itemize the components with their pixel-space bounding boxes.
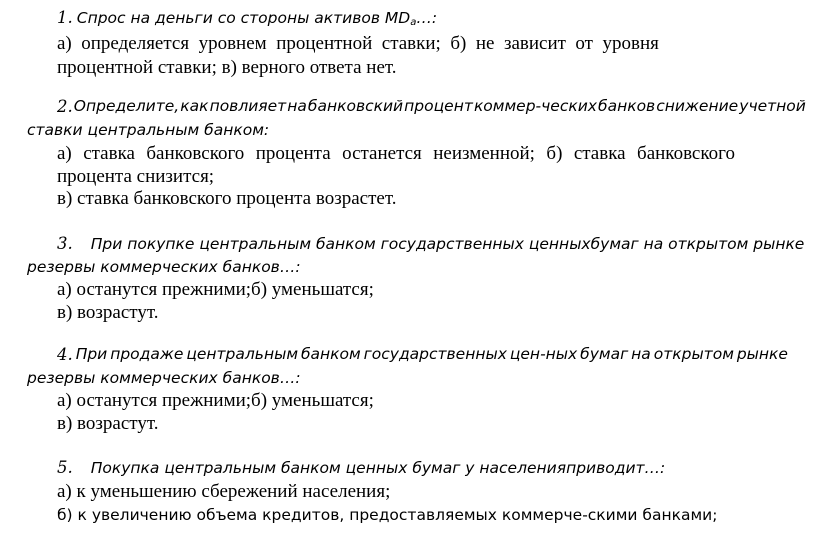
question-4-title-line-2: резервы коммерческих банков…: xyxy=(27,369,301,387)
answer-word: не xyxy=(475,33,495,54)
question-2-number: 2. xyxy=(57,97,73,116)
question-word: коммер-ческих xyxy=(473,97,597,115)
question-4-answer-line-2: в) возрастут. xyxy=(57,413,159,434)
question-2-title-line-2: ставки центральным банком: xyxy=(27,121,270,139)
question-2-answer-line-2: процента снизится; xyxy=(57,166,215,187)
question-1-text: Спрос на деньги со стороны активов MD xyxy=(76,9,411,27)
question-1-answer-line-1 xyxy=(57,33,659,55)
answer-word: ставка xyxy=(573,143,626,164)
answer-word: ставки; xyxy=(381,33,441,54)
question-word: Определите, xyxy=(73,97,180,115)
question-word: бумаг xyxy=(580,345,629,363)
question-1-answer-line-2: процентной ставки; в) верного ответа нет. xyxy=(57,57,397,78)
answer-word: ставка xyxy=(83,143,135,164)
question-5-answer-line-1: а) к уменьшению сбережений населения; xyxy=(57,481,391,502)
answer-word: а) xyxy=(57,143,72,164)
answer-word: процентной xyxy=(276,33,373,54)
question-3-answer-line-2: в) возрастут. xyxy=(57,302,159,323)
question-3-text: При покупке центральным банком государственных ценныхбумаг на открытом рынке xyxy=(90,235,805,253)
question-1-title xyxy=(57,8,437,28)
question-word: продаже xyxy=(110,345,184,363)
answer-word: определяется xyxy=(81,33,190,54)
question-3-title xyxy=(57,234,804,254)
question-3-number: 3. xyxy=(57,234,73,253)
question-word: на xyxy=(287,97,307,115)
question-5-title xyxy=(57,458,665,478)
question-word: При xyxy=(75,345,108,363)
question-4-answer-line-1: а) останутся прежними;б) уменьшатся; xyxy=(57,390,374,411)
question-word: открытом xyxy=(653,345,734,363)
answer-word: процента xyxy=(255,143,331,164)
question-2-answer-line-1 xyxy=(57,143,735,165)
question-3-answer-line-1: а) останутся прежними;б) уменьшатся; xyxy=(57,279,374,300)
answer-word: б) xyxy=(450,33,467,54)
question-word: снижение xyxy=(656,97,739,115)
answer-word: зависит xyxy=(503,33,566,54)
question-2-answer-line-3: в) ставка банковского процента возрастет. xyxy=(57,188,397,209)
question-word: цен-ных xyxy=(509,345,578,363)
question-1-ellipsis: …: xyxy=(416,9,438,27)
question-word: рынке xyxy=(736,345,788,363)
answer-word: от xyxy=(575,33,593,54)
answer-word: банковского xyxy=(637,143,735,164)
question-word: учетной xyxy=(739,97,806,115)
question-5-answer-line-2: б) к увеличению объема кредитов, предоставляемых коммерче-скими банками; xyxy=(57,506,718,524)
question-5-text: Покупка центральным банком ценных бумаг у населенияприводит…: xyxy=(90,459,666,477)
question-2-title xyxy=(57,97,806,116)
answer-word: неизменной; xyxy=(433,143,535,164)
question-word: центральным xyxy=(186,345,299,363)
question-word: банком xyxy=(300,345,361,363)
question-1-subscript: a xyxy=(410,17,417,28)
answer-word: б) xyxy=(546,143,563,164)
question-word: на xyxy=(631,345,651,363)
question-4-title xyxy=(57,345,788,364)
answer-word: останется xyxy=(342,143,422,164)
question-4-number: 4. xyxy=(57,345,73,364)
answer-word: а) xyxy=(57,33,72,54)
question-word: банков xyxy=(598,97,656,115)
question-word: процент xyxy=(404,97,473,115)
question-word: государственных xyxy=(363,345,507,363)
question-word: как xyxy=(180,97,209,115)
question-3-title-line-2: резервы коммерческих банков…: xyxy=(27,258,301,276)
question-word: повлияет xyxy=(209,97,287,115)
question-word: банковский xyxy=(307,97,404,115)
answer-word: банковского xyxy=(146,143,245,164)
question-5-number: 5. xyxy=(57,458,73,477)
answer-word: уровня xyxy=(602,33,659,54)
answer-word: уровнем xyxy=(198,33,267,54)
question-1-number: 1. xyxy=(57,8,73,27)
